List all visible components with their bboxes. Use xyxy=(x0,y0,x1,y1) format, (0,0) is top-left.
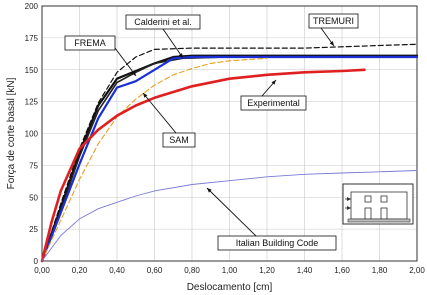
y-tick-label: 150 xyxy=(24,65,38,75)
annotation-label: Calderini et al. xyxy=(134,17,192,28)
annotation-leader-line xyxy=(207,188,256,236)
x-tick-label: 1,40 xyxy=(296,266,313,275)
y-tick-label: 75 xyxy=(29,161,38,171)
annotation-arrowhead xyxy=(330,41,334,46)
annotation-label: SAM xyxy=(169,135,189,146)
annotation-layer xyxy=(65,14,358,250)
y-tick-label: 0 xyxy=(33,257,38,266)
x-tick-label: 2,00 xyxy=(409,266,425,275)
y-tick-label: 50 xyxy=(29,193,38,203)
y-tick-label: 125 xyxy=(24,97,38,107)
annotation-leader-line xyxy=(143,93,176,133)
x-tick-label: 0,80 xyxy=(184,266,200,275)
annotation-label: TREMURI xyxy=(313,16,354,27)
x-tick-label: 0,60 xyxy=(146,266,163,275)
y-tick-label: 100 xyxy=(24,129,38,139)
annotation-label: Experimental xyxy=(247,98,300,109)
y-tick-label: 25 xyxy=(29,225,38,235)
x-tick-label: 1,60 xyxy=(334,266,350,275)
x-tick-label: 0,40 xyxy=(109,266,125,275)
annotation-leader-line xyxy=(163,29,183,58)
x-tick-label: 0,00 xyxy=(34,266,50,275)
annotation-label: FREMA xyxy=(74,38,106,49)
x-tick-label: 1,00 xyxy=(221,266,238,275)
building-schematic-icon xyxy=(343,184,413,224)
x-axis-label: Deslocamento [cm] xyxy=(186,282,273,293)
x-tick-label: 1,20 xyxy=(259,266,275,275)
y-axis-label: Força de corte basal [kN] xyxy=(6,77,17,190)
x-tick-label: 0,20 xyxy=(71,266,88,275)
annotation-label: Italian Building Code xyxy=(235,238,319,249)
y-tick-label: 175 xyxy=(24,33,38,43)
x-tick-label: 1,80 xyxy=(371,266,388,275)
y-tick-label: 200 xyxy=(24,2,38,11)
